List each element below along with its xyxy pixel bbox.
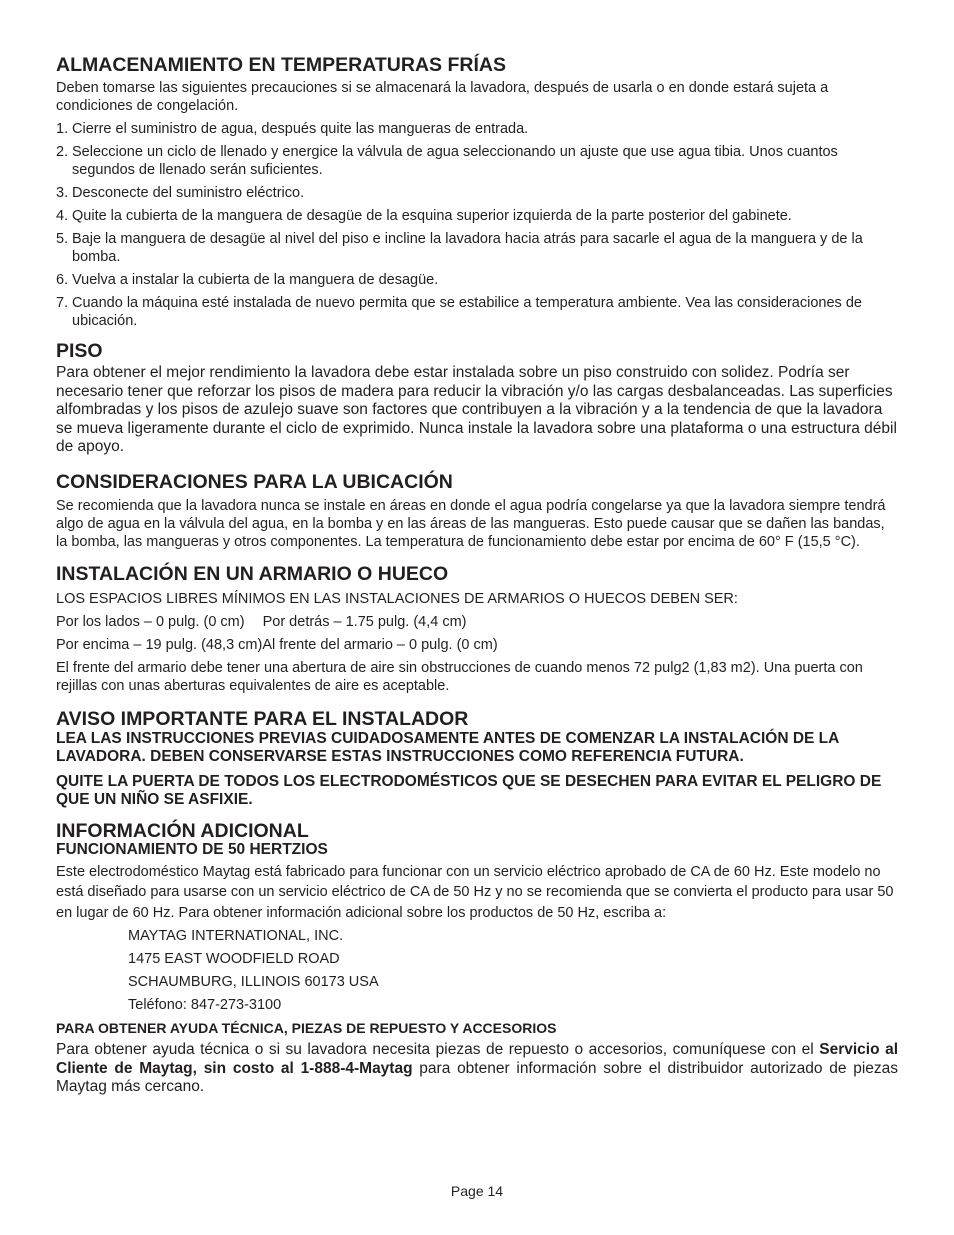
clearance-row-2 (56, 636, 898, 654)
address-line: MAYTAG INTERNATIONAL, INC. (128, 928, 344, 944)
clearance-top: Por encima – 19 pulg. (48,3 cm) (56, 636, 263, 653)
clearance-sides: Por los lados – 0 pulg. (0 cm) (56, 613, 245, 630)
closet-body: El frente del armario debe tener una abertura de aire sin obstrucciones de cuando menos 72 pulg2 (1,83 m2). Una puerta con rejillas con unas aberturas equivalentes de aire es aceptable. (56, 659, 863, 694)
address-line: 1475 EAST WOODFIELD ROAD (128, 951, 340, 967)
heading-additional: INFORMACIÓN ADICIONAL (56, 819, 309, 842)
step-item: 5. Baje la manguera de desagüe al nivel del piso e incline la lavadora hacia atrás para sacarle el agua de la manguera y de la bomba. (56, 231, 863, 265)
step-item: 4. Quite la cubierta de la manguera de desagüe de la esquina superior izquierda de la parte posterior del gabinete. (56, 208, 792, 224)
phone-line: Teléfono: 847-273-3100 (128, 997, 282, 1013)
additional-body: Este electrodoméstico Maytag está fabricado para funcionar con un servicio eléctrico aprobado de CA de 60 Hz. Este modelo no está diseñado para usarse con un servicio eléctrico de CA de 50 Hz y no se recomienda que se convierta el producto para usar 50 en lugar de 60 Hz. Para obtener información adicional sobre los productos de 50 Hz, escriba a: (56, 863, 894, 921)
step-item: 1. Cierre el suministro de agua, después quite las mangueras de entrada. (56, 121, 529, 137)
step-item: 3. Desconecte del suministro eléctrico. (56, 185, 305, 201)
notice-para-2: QUITE LA PUERTA DE TODOS LOS ELECTRODOMÉSTICOS QUE SE DESECHEN PARA EVITAR EL PELIGRO DE QUE UN NIÑO SE ASFIXIE. (56, 772, 882, 808)
address-line: SCHAUMBURG, ILLINOIS 60173 USA (128, 974, 379, 990)
clearance-row-1 (56, 613, 898, 631)
clearance-front: Al frente del armario – 0 pulg. (0 cm) (262, 636, 498, 653)
help-heading: PARA OBTENER AYUDA TÉCNICA, PIEZAS DE REPUESTO Y ACCESORIOS (56, 1020, 557, 1036)
document-page (56, 54, 898, 1097)
clearance-rear: Por detrás – 1.75 pulg. (4,4 cm) (262, 613, 467, 630)
step-item: 2. Seleccione un ciclo de llenado y energice la válvula de agua seleccionando un ajuste que use agua tibia. Unos cuantos segundos de llenado serán suficientes. (56, 144, 838, 178)
heading-location: CONSIDERACIONES PARA LA UBICACIÓN (56, 470, 453, 493)
heading-notice: AVISO IMPORTANTE PARA EL INSTALADOR (56, 707, 469, 730)
location-body: Se recomienda que la lavadora nunca se instale en áreas en donde el agua podría congelarse ya que la lavadora siempre tendrá algo de agua en la válvula del agua, en la bomba y en las áreas de las mangueras. Esto puede causar que se dañen las bandas, la bomba, las mangueras y otros componentes. La temperatura de funcionamiento debe estar por encima de 60° F (15,5 °C). (56, 497, 886, 550)
heading-cold-storage: ALMACENAMIENTO EN TEMPERATURAS FRÍAS (56, 54, 506, 76)
cold-storage-intro: Deben tomarse las siguientes precauciones si se almacenará la lavadora, después de usarla o en donde estará sujeta a condiciones de congelación. (56, 80, 829, 114)
step-item: 6. Vuelva a instalar la cubierta de la manguera de desagüe. (56, 272, 439, 288)
heading-closet: INSTALACIÓN EN UN ARMARIO O HUECO (56, 562, 449, 585)
heading-floor: PISO (56, 340, 103, 362)
page-number: Page 14 (450, 1183, 504, 1199)
floor-body: Para obtener el mejor rendimiento la lavadora debe estar instalada sobre un piso construido con solidez. Podría ser necesario tener que reforzar los pisos de madera para reducir la vibración y/o las cargas desbalanceadas. Las superficies alfombradas y los pisos de azulejo suave son factores que contribuyen a la vibración y a la tendencia de que la lavadora se mueva ligeramente durante el ciclo de exprimido. Nunca instale la lavadora sobre una plataforma o una estructura débil de apoyo. (56, 364, 897, 455)
clearance-caps-line: LOS ESPACIOS LIBRES MÍNIMOS EN LAS INSTALACIONES DE ARMARIOS O HUECOS DEBEN SER: (56, 590, 738, 607)
notice-para-1: LEA LAS INSTRUCCIONES PREVIAS CUIDADOSAMENTE ANTES DE COMENZAR LA INSTALACIÓN DE LA LAVADORA. DEBEN CONSERVARSE ESTAS INSTRUCCIONES COMO REFERENCIA FUTURA. (56, 729, 839, 765)
cold-storage-steps (56, 120, 898, 330)
subheading-50hz: FUNCIONAMIENTO DE 50 HERTZIOS (56, 840, 328, 858)
maytag-service-phone: Servicio al Cliente de Maytag, sin costo al 1-888-4-Maytag (56, 1041, 899, 1077)
help-body: Para obtener ayuda técnica o si su lavadora necesita piezas de repuesto o accesorios, comuníquese con el Servicio al Cliente de Maytag, sin costo al 1-888-4-Maytag para obtener información sobre el distribuidor autorizado de piezas Maytag más cercano. (56, 1041, 899, 1095)
mailing-address (56, 925, 898, 1017)
step-item: 7. Cuando la máquina esté instalada de nuevo permita que se estabilice a temperatura ambiente. Vea las consideraciones de ubicación. (56, 295, 862, 329)
